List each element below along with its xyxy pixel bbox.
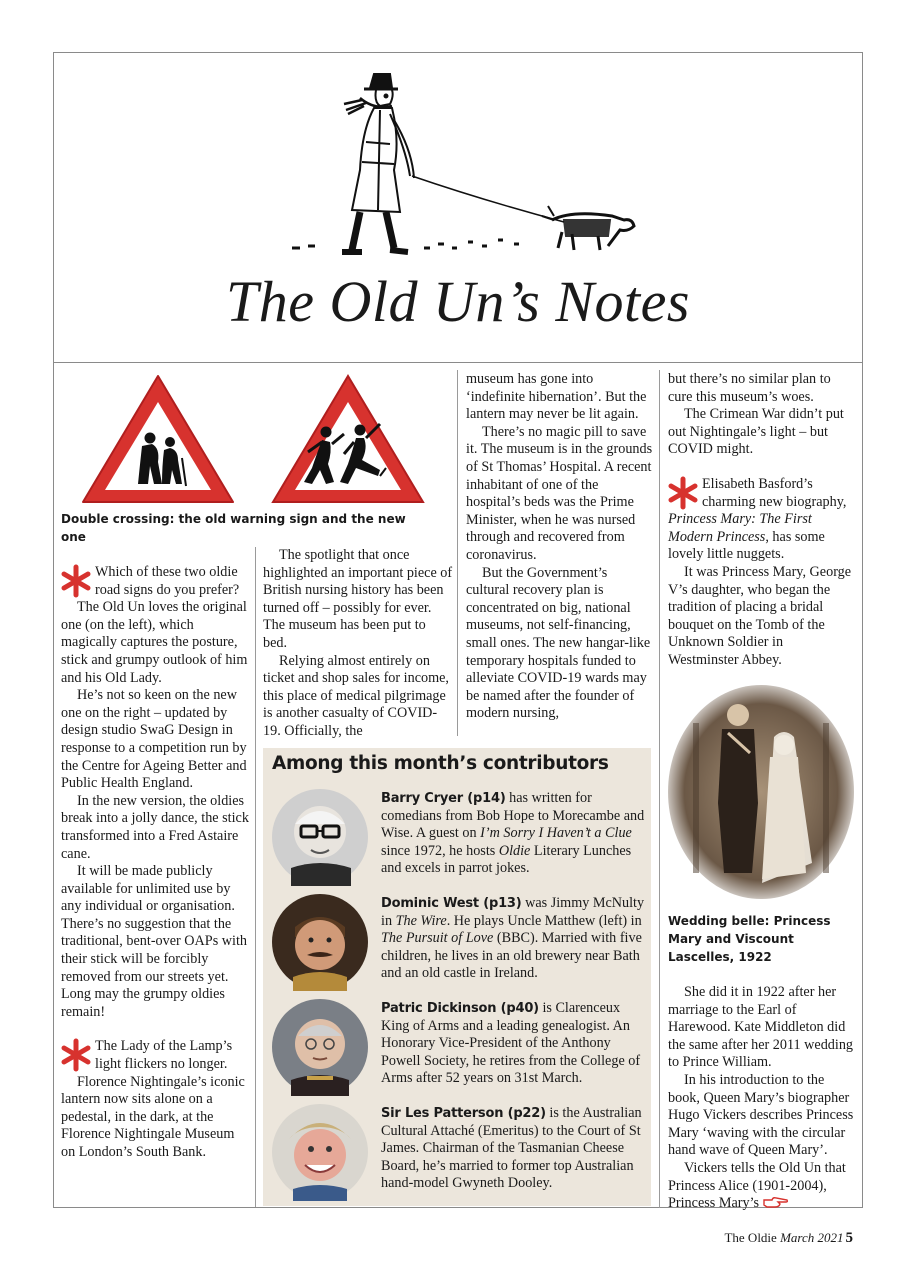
wedding-caption: Wedding belle: Princess Mary and Viscount Lascelles, 1922 (668, 914, 831, 964)
para-no-magic-pill: There’s no magic pill to save it. The museum is in the grounds of St Thomas’ Hospital. A recent inhabitant of one of the hospital’s beds was the Prime Minister, when he was nursed through and recovered from coronavirus. (466, 423, 653, 563)
para-crimean-war: The Crimean War didn’t put out Nightingale’s light – but COVID might. (668, 406, 844, 458)
contributor-dominic-west (271, 893, 643, 993)
new-dancing-sign (273, 376, 423, 502)
para-recovery-plan: But the Government’s cultural recovery plan is concentrated on big, national museums, not self-financing, small ones. The new hangar-like temporary hospitals funded to alleviate COVID-19 wards may be named after the founder of modern nursing, (466, 564, 651, 722)
column-2 (263, 547, 453, 741)
column-4 (668, 371, 856, 670)
man-walking-dog-illustration (282, 70, 652, 265)
contributor-patric-dickinson (271, 998, 643, 1098)
asterisk-icon (59, 564, 93, 598)
para-lantern: Florence Nightingale’s iconic lantern now sits alone on a pedestal, in the dark, at the Florence Nightingale Museum on London’s South Bank. (61, 1073, 245, 1160)
les-patterson-portrait (271, 1103, 369, 1201)
contributor-les-patterson (271, 1103, 643, 1203)
column-3 (466, 371, 654, 723)
contributor-barry-cryer (271, 788, 643, 888)
pointing-hand-icon (763, 1196, 789, 1208)
contributors-box (263, 748, 651, 1206)
para-old-un-loves: The Old Un loves the original one (on the left), which magically captures the posture, stick and grumpy outlook of him and his Old Lady. (61, 599, 248, 686)
para-did-it-1922: She did it in 1922 after her marriage to the Earl of Harewood. Kate Middleton did the same after her 2011 wedding to Prince William. (668, 984, 854, 1071)
column-4-lower (668, 912, 858, 1213)
contributors-heading: Among this month’s contributors (272, 753, 609, 774)
signs-caption: Double crossing: the old warning sign and the new one (61, 512, 406, 544)
asterisk-icon (59, 1038, 93, 1072)
para-spotlight: The spotlight that once highlighted an important piece of British nursing history has been turned off – possibly for ever. The museum has been put to bed. (263, 547, 453, 651)
para-new-design: He’s not so keen on the new one on the right – updated by design studio SwaG Design in response to a competition run by the Centre for Ageing Better and Public Health England. (61, 687, 247, 792)
para-no-similar-plan: but there’s no similar plan to cure this museum’s woes. (668, 371, 831, 405)
contributor-bio: Dominic West (p13) was Jimmy McNulty in The Wire. He plays Uncle Matthew (left) in The Pursuit of Love (BBC). Married with five children, he lives in an old brewery near Bath and an old castle in Ireland. (381, 895, 645, 982)
column-divider (255, 547, 256, 1207)
para-lady-of-lamp: The Lady of the Lamp’s light flickers no longer. (95, 1038, 233, 1073)
para-road-signs-intro: Which of these two oldie road signs do you prefer? (95, 564, 240, 598)
wedding-photo (666, 683, 856, 901)
para-princess-mary: It was Princess Mary, George V’s daughter, who began the tradition of placing a bridal bouquet on the Tomb of the Unknown Soldier in Westminster Abbey. (668, 563, 852, 668)
dominic-west-portrait (271, 893, 369, 991)
para-vickers: Vickers tells the Old Un that Princess Alice (1901-2004), Princess Mary’s (668, 1159, 846, 1212)
para-introduction: In his introduction to the book, Queen Mary’s biographer Hugo Vickers describes Princess Mary ‘waving with the circular hand wave of Queen Mary’. (668, 1071, 854, 1159)
page-title: The Old Un’s Notes (226, 269, 690, 334)
para-hibernation: museum has gone into ‘indefinite hibernation’. But the lantern may never be lit again. (466, 371, 647, 423)
para-relying: Relying almost entirely on ticket and shop sales for income, this place of medical pilgrimage is another casualty of COVID-19. Officially, the (263, 652, 449, 739)
asterisk-icon (666, 476, 700, 510)
para-new-version: In the new version, the oldies break into a jolly dance, the stick transformed into a Fred Astaire cane. (61, 792, 249, 862)
page-footer: The Oldie March 2021 5 (724, 1230, 853, 1246)
road-signs-image (78, 372, 428, 507)
para-basford: Elisabeth Basford’s charming new biography, Princess Mary: The First Modern Princess, has some lovely little nuggets. (668, 475, 847, 563)
contributor-bio: Patric Dickinson (p40) is Clarenceux King of Arms and a leading genealogist. An Honorary Vice-President of the Anthony Powell Society, he retires from the College of Arms after 52 years on 31st March. (381, 1000, 641, 1087)
column-divider (457, 370, 458, 736)
contributor-bio: Barry Cryer (p14) has written for comedians from Bob Hope to Morecambe and Wise. A guest on I’m Sorry I Haven’t a Clue since 1972, he hosts Oldie Literary Lunches and excels in parrot jokes. (381, 790, 645, 877)
header-divider (53, 362, 863, 363)
patric-dickinson-portrait (271, 998, 369, 1096)
old-elderly-sign (83, 376, 233, 502)
para-publicly-available: It will be made publicly available for unlimited use by any individual or organisation. There’s no suggestion that the traditional, bent-over OAPs with their stick will be forcibly removed from our streets yet. Long may the grumpy oldies remain! (61, 863, 247, 1020)
barry-cryer-portrait (271, 788, 369, 886)
contributor-bio: Sir Les Patterson (p22) is the Australian Cultural Attaché (Emeritus) to the Court of St James. Chairman of the Tasmanian Cheese Board, he’s married to former top Australian hand-model Gwyneth Dooley. (381, 1105, 642, 1192)
page-number: 5 (845, 1230, 853, 1246)
column-divider (659, 370, 660, 1208)
